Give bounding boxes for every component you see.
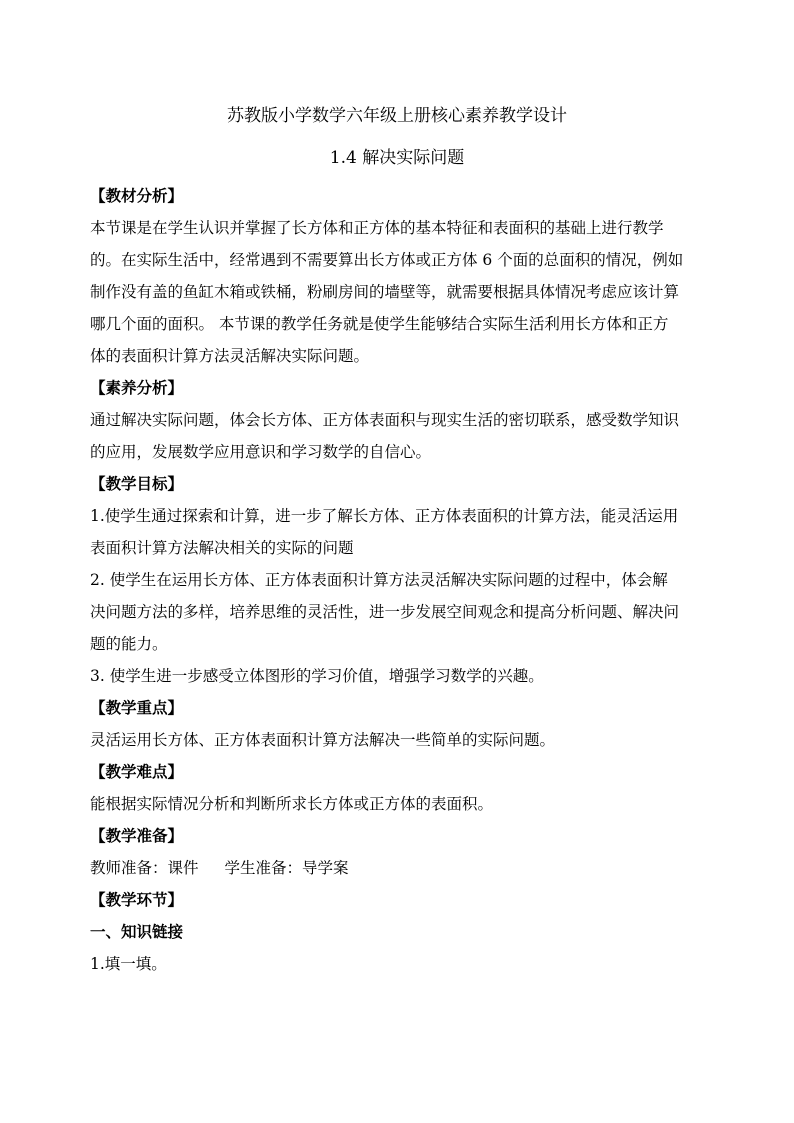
section-heading-process: 【教学环节】 (90, 890, 184, 909)
paragraph-line: 题的能力。 (90, 635, 168, 653)
paragraph-line: 灵活运用长方体、正方体表面积计算方法解决一些简单的实际问题。 (90, 731, 556, 749)
paragraph-line: 的。在实际生活中，经常遇到不需要算出长方体或正方体 6 个面的总面积的情况，例如 (90, 251, 684, 269)
paragraph-line: 1.使学生通过探索和计算，进一步了解长方体、正方体表面积的计算方法，能灵活运用 (90, 507, 679, 525)
section-heading-key-points: 【教学重点】 (90, 698, 184, 717)
paragraph-line: 表面积计算方法解决相关的实际的问题 (90, 539, 354, 557)
list-item: 1.填一填。 (90, 955, 167, 973)
paragraph-line: 的应用，发展数学应用意识和学习数学的自信心。 (90, 443, 432, 461)
paragraph-line: 哪几个面的面积。 本节课的教学任务就是使学生能够结合实际生活利用长方体和正方 (90, 315, 669, 333)
paragraph-line: 决问题方法的多样，培养思维的灵活性，进一步发展空间观念和提高分析问题、解决问 (90, 603, 680, 621)
document-title: 苏教版小学数学六年级上册核心素养教学设计 (227, 106, 567, 126)
section-heading-textbook-analysis: 【教材分析】 (90, 186, 184, 205)
subsection-heading-knowledge-link: 一、知识链接 (90, 922, 184, 941)
section-heading-teaching-goals: 【教学目标】 (90, 474, 184, 493)
section-heading-difficulties: 【教学难点】 (90, 762, 184, 781)
section-heading-preparation: 【教学准备】 (90, 826, 184, 845)
paragraph-line: 能根据实际情况分析和判断所求长方体或正方体的表面积。 (90, 795, 494, 813)
paragraph-line: 通过解决实际问题，体会长方体、正方体表面积与现实生活的密切联系，感受数学知识 (90, 411, 680, 429)
section-heading-literacy-analysis: 【素养分析】 (90, 378, 184, 397)
teacher-preparation: 教师准备：课件 (90, 859, 199, 877)
paragraph-line: 本节课是在学生认识并掌握了长方体和正方体的基本特征和表面积的基础上进行教学 (90, 219, 664, 237)
document-subtitle: 1.4 解决实际问题 (329, 148, 465, 168)
paragraph-line: 3. 使学生进一步感受立体图形的学习价值，增强学习数学的兴趣。 (90, 667, 544, 685)
paragraph-line: 制作没有盖的鱼缸木箱或铁桶，粉刷房间的墙壁等，就需要根据具体情况考虑应该计算 (90, 283, 680, 301)
paragraph-line: 2. 使学生在运用长方体、正方体表面积计算方法灵活解决实际问题的过程中，体会解 (90, 571, 668, 589)
paragraph-line: 体的表面积计算方法灵活解决实际问题。 (90, 347, 370, 365)
student-preparation: 学生准备：导学案 (224, 859, 349, 877)
preparation-line (90, 858, 704, 878)
